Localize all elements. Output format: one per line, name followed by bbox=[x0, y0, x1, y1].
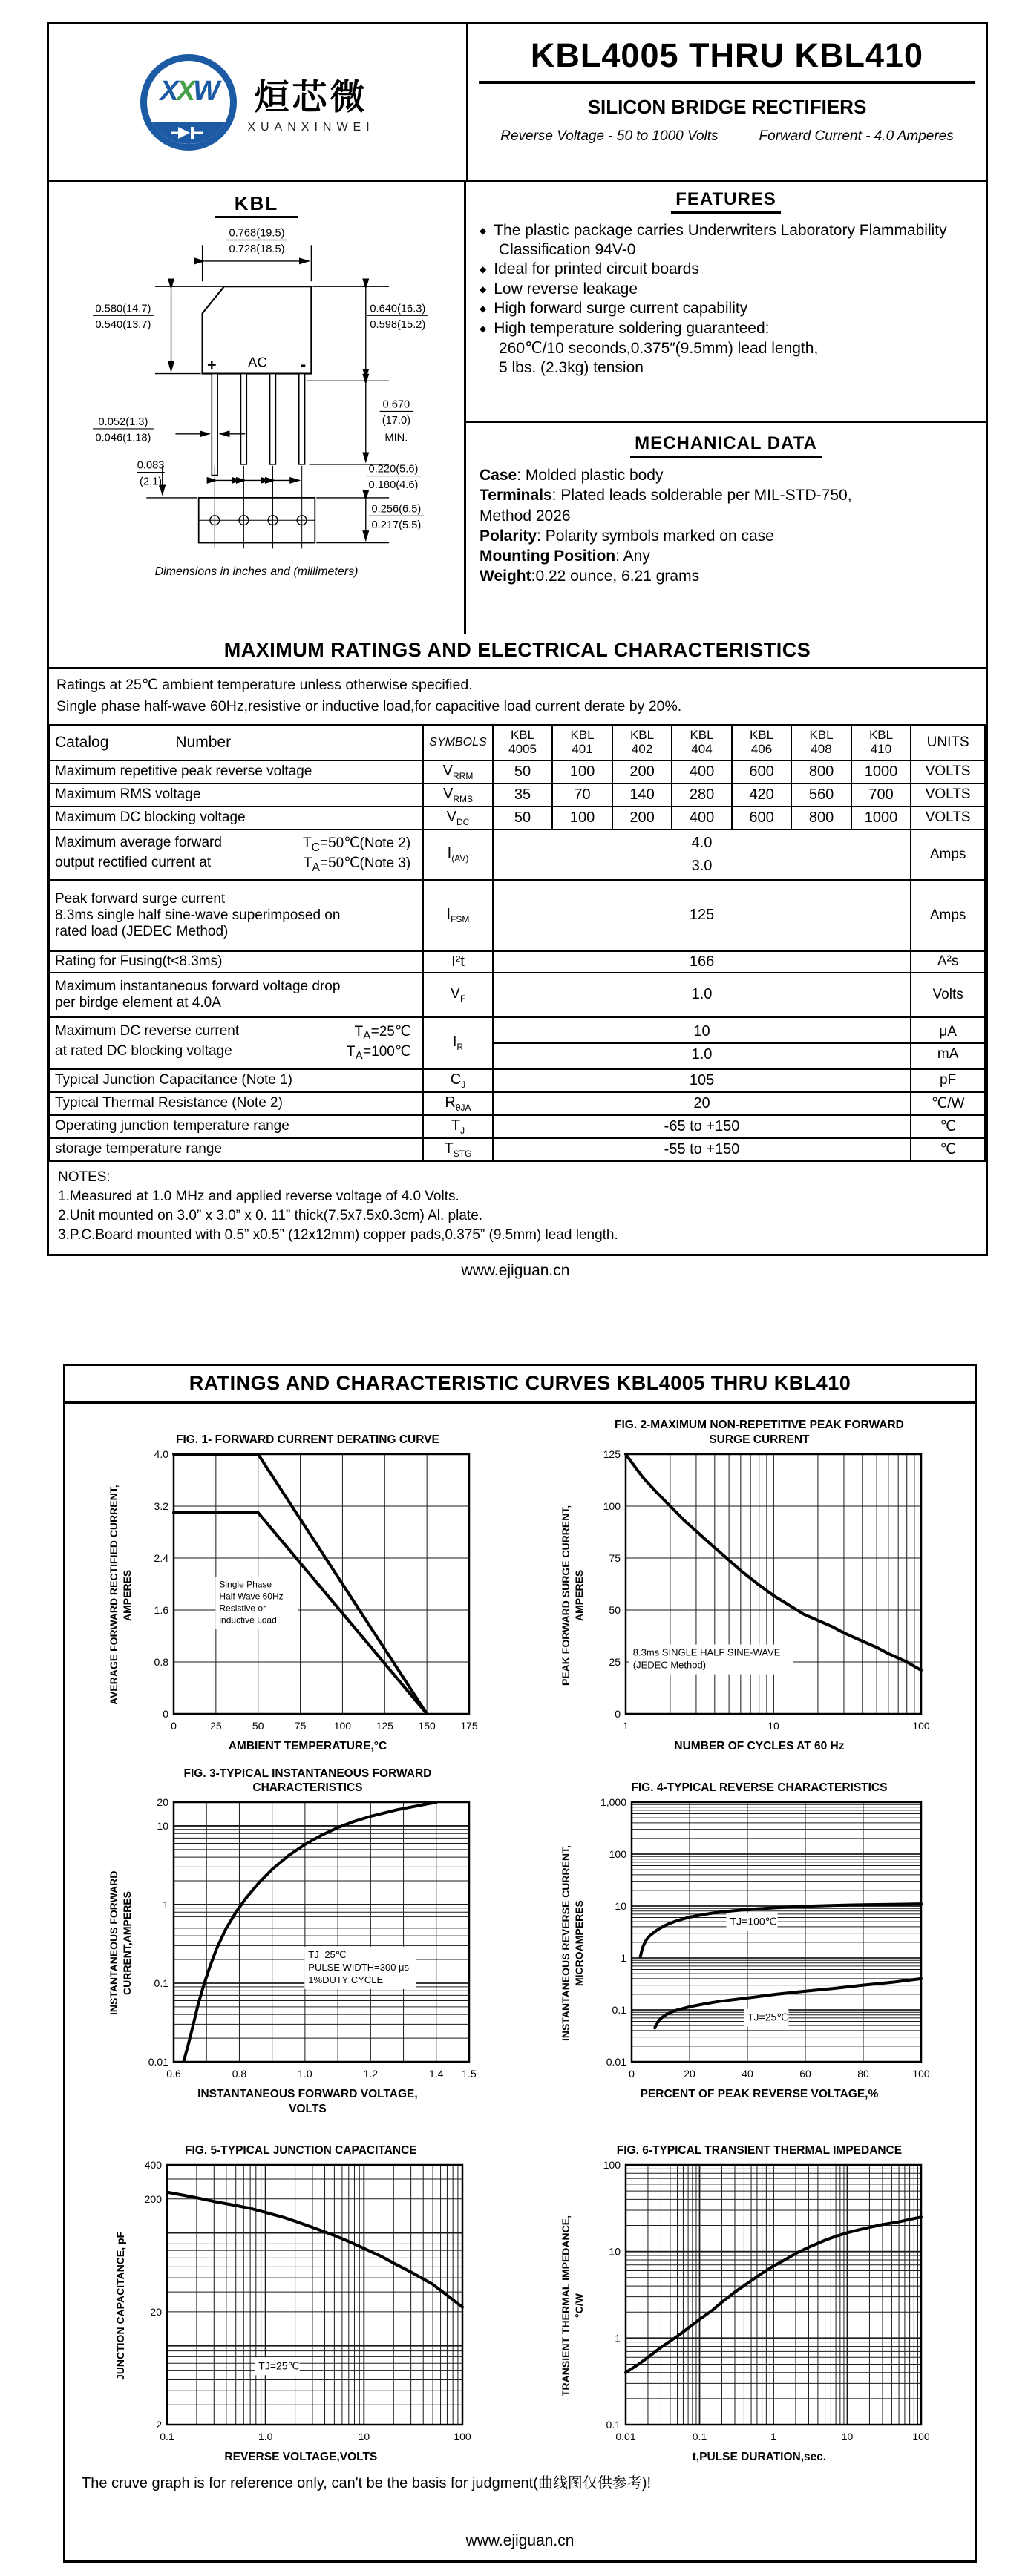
svg-text:1.6: 1.6 bbox=[154, 1604, 169, 1616]
svg-text:100: 100 bbox=[912, 2068, 930, 2080]
svg-text:200: 200 bbox=[144, 2192, 163, 2205]
table-row: Maximum DC reverse current $T_A=25℃$ at rated DC blocking voltage $T_A=100℃$ $I_R$ 10 1.0 μA mA bbox=[50, 1017, 985, 1069]
table-row: storage temperature range $T_{STG}$ -55 to +150 ℃ bbox=[50, 1138, 985, 1161]
svg-text:AC: AC bbox=[247, 354, 267, 370]
figure-2-chart bbox=[586, 1447, 933, 1736]
svg-text:25: 25 bbox=[609, 1656, 621, 1668]
feature-item: ◆ High forward surge current capability bbox=[480, 299, 972, 318]
svg-text:0.052(1.3): 0.052(1.3) bbox=[98, 416, 148, 429]
mechanical-data-section bbox=[466, 423, 986, 587]
svg-text:1: 1 bbox=[615, 2332, 621, 2345]
svg-text:0.640(16.3): 0.640(16.3) bbox=[369, 303, 425, 315]
feature-detail-line: 5 lbs. (2.3kg) tension bbox=[499, 358, 644, 376]
curve-disclaimer: The cruve graph is for reference only, can't be the basis for judgment(曲线图仅供参考)! bbox=[82, 2475, 652, 2491]
table-row: Typical Junction Capacitance (Note 1) $C_J$ 105 pF bbox=[50, 1069, 985, 1092]
figure-6-title: FIG. 6-TYPICAL TRANSIENT THERMAL IMPEDANCE bbox=[616, 2143, 903, 2157]
mechanical-row: Weight:0.22 ounce, 6.21 grams bbox=[480, 568, 700, 585]
page-2 bbox=[63, 1364, 977, 2563]
feature-item: ◆ Low reverse leakage bbox=[480, 280, 972, 299]
note-line: 2.Unit mounted on 3.0” x 3.0” x 0. 11” thick(7.5x7.5x0.3cm) Al. plate. bbox=[58, 1207, 483, 1223]
features-extra-lines bbox=[480, 339, 972, 378]
figure-2-ylabel: PEAK FORWARD SURGE CURRENT, AMPERES bbox=[559, 1505, 585, 1686]
svg-text:TJ=25℃: TJ=25℃ bbox=[747, 2011, 788, 2023]
svg-text:1%DUTY CYCLE: 1%DUTY CYCLE bbox=[308, 1974, 384, 1986]
upper-body bbox=[49, 182, 986, 634]
figure-5-title: FIG. 5-TYPICAL JUNCTION CAPACITANCE bbox=[185, 2143, 417, 2157]
curves-heading: RATINGS AND CHARACTERISTIC CURVES KBL4005 THRU KBL410 bbox=[65, 1366, 975, 1404]
svg-text:0.728(18.5): 0.728(18.5) bbox=[229, 243, 284, 256]
logo-text bbox=[247, 70, 374, 134]
package-drawing-section bbox=[49, 182, 466, 634]
part-number-header: KBL 408 bbox=[791, 725, 851, 760]
figure-2 bbox=[520, 1417, 972, 1753]
condition-line: Single phase half-wave 60Hz,resistive or inductive load,for capacitive load current derate by 20%. bbox=[56, 698, 682, 715]
figure-6-ylabel: TRANSIENT THERMAL IMPEDANCE, °C/W bbox=[559, 2215, 585, 2397]
svg-text:1.0: 1.0 bbox=[258, 2431, 273, 2443]
svg-text:0.8: 0.8 bbox=[232, 2068, 247, 2080]
features-section bbox=[466, 182, 986, 423]
figure-1 bbox=[68, 1417, 520, 1753]
figure-1-title: FIG. 1- FORWARD CURRENT DERATING CURVE bbox=[176, 1433, 439, 1446]
forward-current-rating: Forward Current - 4.0 Amperes bbox=[759, 128, 954, 144]
note-line: 1.Measured at 1.0 MHz and applied reverse voltage of 4.0 Volts. bbox=[58, 1188, 459, 1204]
figure-5-ylabel: JUNCTION CAPACITANCE, pF bbox=[114, 2232, 127, 2381]
figure-1-xlabel: AMBIENT TEMPERATURE,°C bbox=[228, 1740, 387, 1752]
figure-1-ylabel: AVERAGE FORWARD RECTIFIED CURRENT, AMPERES bbox=[108, 1485, 134, 1706]
table-row: Maximum average forward $T_C=50℃(Note$ 2) output rectified current at $T_A=50℃(Note$ 3) $I_{(AV)}$ 4.0 3.0 Amps bbox=[50, 829, 985, 880]
svg-text:100: 100 bbox=[454, 2431, 472, 2443]
figure-4-chart bbox=[586, 1795, 933, 2084]
title-block bbox=[468, 24, 986, 180]
figures-grid bbox=[65, 1404, 975, 2465]
features-list bbox=[480, 221, 972, 338]
part-number-header: KBL 404 bbox=[672, 725, 732, 760]
svg-text:1: 1 bbox=[623, 1720, 629, 1732]
svg-text:0.083: 0.083 bbox=[137, 459, 164, 472]
svg-text:40: 40 bbox=[742, 2068, 753, 2080]
ratings-summary bbox=[468, 128, 986, 145]
figure-6 bbox=[520, 2128, 972, 2464]
logo-latin-name: XUANXINWEI bbox=[247, 121, 375, 134]
mechanical-row: Terminals: Plated leads solderable per MIL-STD-750, bbox=[480, 487, 852, 505]
condition-line: Ratings at 25℃ ambient temperature unless otherwise specified. bbox=[56, 677, 473, 693]
svg-text:3.2: 3.2 bbox=[154, 1500, 169, 1512]
page-title: KBL4005 THRU KBL410 bbox=[530, 36, 924, 74]
mechanical-row: Case: Molded plastic body bbox=[480, 467, 664, 484]
svg-text:Half Wave 60Hz: Half Wave 60Hz bbox=[219, 1591, 284, 1602]
part-number-header: KBL 4005 bbox=[493, 725, 553, 760]
svg-text:10: 10 bbox=[615, 1900, 626, 1913]
note-line: NOTES: bbox=[58, 1169, 111, 1185]
svg-text:Resistive or: Resistive or bbox=[219, 1603, 266, 1614]
ratings-table bbox=[49, 724, 986, 1162]
figure-4-ylabel: INSTANTANEOUS REVERSE CURRENT, MICROAMPERES bbox=[559, 1845, 585, 2042]
svg-text:1: 1 bbox=[163, 1899, 169, 1911]
svg-text:0.1: 0.1 bbox=[606, 2419, 621, 2431]
figure-3-ylabel: INSTANTANEOUS FORWARD CURRENT,AMPERES bbox=[108, 1871, 134, 2016]
svg-text:75: 75 bbox=[295, 1720, 307, 1732]
svg-text:TJ=25℃: TJ=25℃ bbox=[308, 1949, 347, 1961]
svg-text:0.256(6.5): 0.256(6.5) bbox=[370, 503, 421, 516]
mechanical-row: Mounting Position: Any bbox=[480, 548, 650, 565]
table-row: Peak forward surge current 8.3ms single half sine-wave superimposed on rated load (JEDEC Method) $I_{FSM}$ 125 Amps bbox=[50, 880, 985, 951]
logo-circle-icon bbox=[140, 54, 237, 151]
svg-text:60: 60 bbox=[799, 2068, 811, 2080]
svg-text:100: 100 bbox=[603, 2159, 621, 2172]
drawing-caption: Dimensions in inches and (millimeters) bbox=[154, 565, 359, 578]
part-number-header: KBL 401 bbox=[552, 725, 612, 760]
svg-text:0.1: 0.1 bbox=[612, 2004, 626, 2017]
table-row: Rating for Fusing(t<8.3ms) I²t 166 A²s bbox=[50, 951, 985, 973]
svg-text:inductive Load: inductive Load bbox=[219, 1614, 278, 1626]
svg-text:10: 10 bbox=[841, 2431, 854, 2443]
header bbox=[49, 24, 986, 182]
company-logo bbox=[49, 24, 468, 180]
svg-text:0.768(19.5): 0.768(19.5) bbox=[229, 227, 284, 240]
table-row: Maximum instantaneous forward voltage drop per birdge element at 4.0A $V_F$ 1.0 Volts bbox=[50, 973, 985, 1017]
svg-text:10: 10 bbox=[609, 2245, 621, 2258]
svg-text:0: 0 bbox=[629, 2068, 635, 2080]
svg-text:100: 100 bbox=[603, 1500, 621, 1512]
svg-text:0.670: 0.670 bbox=[382, 398, 410, 411]
svg-text:80: 80 bbox=[857, 2068, 869, 2080]
title-rule bbox=[479, 81, 975, 84]
svg-text:MIN.: MIN. bbox=[384, 432, 408, 444]
svg-text:2: 2 bbox=[156, 2419, 163, 2431]
svg-text:50: 50 bbox=[252, 1720, 264, 1732]
figure-2-title: FIG. 2-MAXIMUM NON-REPETITIVE PEAK FORWARD SURGE CURRENT bbox=[615, 1419, 904, 1446]
table-row: Maximum RMS voltage $V_{RMS}$ 35 70 140 280 420 560 700 VOLTS bbox=[50, 783, 985, 806]
svg-text:1,000: 1,000 bbox=[600, 1796, 626, 1809]
svg-text:0.220(5.6): 0.220(5.6) bbox=[368, 463, 418, 476]
svg-text:0.217(5.5): 0.217(5.5) bbox=[370, 519, 421, 531]
svg-text:125: 125 bbox=[376, 1720, 394, 1732]
figure-6-chart bbox=[586, 2158, 933, 2447]
svg-text:10: 10 bbox=[358, 2431, 370, 2443]
mechanical-heading: MECHANICAL DATA bbox=[630, 433, 822, 458]
svg-text:20: 20 bbox=[684, 2068, 695, 2080]
table-row: Operating junction temperature range $T_J$ -65 to +150 ℃ bbox=[50, 1115, 985, 1138]
website-link[interactable]: www.ejiguan.cn bbox=[465, 2532, 575, 2549]
mechanical-row: Method 2026 bbox=[480, 507, 571, 525]
part-number-header: KBL 402 bbox=[612, 725, 672, 760]
svg-text:1: 1 bbox=[621, 1952, 626, 1965]
table-header-row: Catalog Number SYMBOLS KBL 4005 KBL 401 KBL 402 KBL 404 KBL 406 KBL 408 KBL 410 UNITS bbox=[50, 725, 985, 760]
figure-2-xlabel: NUMBER OF CYCLES AT 60 Hz bbox=[674, 1740, 845, 1752]
svg-text:+: + bbox=[206, 355, 217, 374]
svg-text:0.1: 0.1 bbox=[160, 2431, 175, 2443]
svg-text:Single Phase: Single Phase bbox=[219, 1579, 272, 1590]
svg-text:25: 25 bbox=[210, 1720, 223, 1732]
svg-text:10: 10 bbox=[767, 1720, 779, 1732]
package-name: KBL bbox=[215, 192, 298, 218]
svg-text:100: 100 bbox=[912, 2431, 930, 2443]
feature-detail-line: 260℃/10 seconds,0.375″(9.5mm) lead length, bbox=[499, 339, 819, 357]
mechanical-row: Polarity: Polarity symbols marked on case bbox=[480, 527, 774, 545]
svg-text:1.2: 1.2 bbox=[364, 2068, 379, 2080]
ratings-heading: MAXIMUM RATINGS AND ELECTRICAL CHARACTERISTICS bbox=[49, 634, 986, 669]
logo-chinese-name: 烜芯微 bbox=[254, 77, 368, 116]
svg-text:TJ=100℃: TJ=100℃ bbox=[730, 1916, 777, 1928]
diode-icon bbox=[147, 122, 230, 144]
svg-text:0.01: 0.01 bbox=[615, 2431, 636, 2443]
note-line: 3.P.C.Board mounted with 0.5” x0.5” (12x12mm) copper pads,0.375” (9.5mm) lead length. bbox=[58, 1227, 618, 1243]
svg-text:(JEDEC Method): (JEDEC Method) bbox=[632, 1659, 706, 1671]
figure-4-xlabel: PERCENT OF PEAK REVERSE VOLTAGE,% bbox=[640, 2088, 879, 2101]
table-row: Maximum repetitive peak reverse voltage $V_{RRM}$ 50 100 200 400 600 800 1000 VOLTS bbox=[50, 760, 985, 783]
figure-3 bbox=[68, 1765, 520, 2116]
figure-4 bbox=[520, 1765, 972, 2116]
svg-text:0.1: 0.1 bbox=[154, 1977, 169, 1990]
svg-text:8.3ms SINGLE HALF SINE-WAVE: 8.3ms SINGLE HALF SINE-WAVE bbox=[632, 1646, 781, 1658]
svg-text:1: 1 bbox=[770, 2431, 776, 2443]
svg-text:10: 10 bbox=[157, 1820, 169, 1833]
feature-item: ◆ High temperature soldering guaranteed: bbox=[480, 319, 972, 338]
svg-text:50: 50 bbox=[609, 1604, 621, 1616]
svg-text:0.6: 0.6 bbox=[166, 2068, 182, 2080]
svg-text:20: 20 bbox=[157, 1796, 169, 1809]
svg-text:TJ=25℃: TJ=25℃ bbox=[258, 2359, 300, 2372]
svg-text:1.5: 1.5 bbox=[462, 2068, 477, 2080]
svg-text:1.4: 1.4 bbox=[429, 2068, 444, 2080]
svg-text:0.540(13.7): 0.540(13.7) bbox=[94, 318, 151, 331]
part-number-header: KBL 406 bbox=[732, 725, 792, 760]
figure-3-xlabel: INSTANTANEOUS FORWARD VOLTAGE, VOLTS bbox=[197, 2088, 418, 2115]
subtitle: SILICON BRIDGE RECTIFIERS bbox=[587, 96, 867, 118]
figure-3-title: FIG. 3-TYPICAL INSTANTANEOUS FORWARD CHARACTERISTICS bbox=[183, 1767, 432, 1794]
page-1 bbox=[47, 22, 988, 1256]
website-link[interactable]: www.ejiguan.cn bbox=[461, 1262, 570, 1279]
svg-text:(2.1): (2.1) bbox=[139, 476, 162, 488]
figure-5-chart bbox=[127, 2158, 474, 2447]
svg-text:0.180(4.6): 0.180(4.6) bbox=[368, 479, 418, 492]
features-heading: FEATURES bbox=[671, 189, 781, 214]
feature-item: ◆ Ideal for printed circuit boards bbox=[480, 260, 972, 279]
svg-text:-: - bbox=[300, 355, 306, 374]
svg-text:0.598(15.2): 0.598(15.2) bbox=[369, 318, 425, 331]
svg-text:2.4: 2.4 bbox=[154, 1552, 169, 1564]
svg-text:0: 0 bbox=[163, 1708, 169, 1720]
svg-text:100: 100 bbox=[609, 1848, 626, 1861]
feature-item: ◆ The plastic package carries Underwriters Laboratory Flammability Classification 94V-0 bbox=[480, 221, 972, 259]
svg-text:100: 100 bbox=[912, 1720, 930, 1732]
svg-text:20: 20 bbox=[150, 2306, 163, 2319]
figure-5-xlabel: REVERSE VOLTAGE,VOLTS bbox=[224, 2451, 378, 2464]
svg-text:0.01: 0.01 bbox=[606, 2056, 626, 2069]
table-row: Typical Thermal Resistance (Note 2) $R_{\theta JA}$ 20 ℃/W bbox=[50, 1092, 985, 1115]
mechanical-rows bbox=[480, 465, 972, 587]
svg-text:0: 0 bbox=[171, 1720, 177, 1732]
figure-3-chart bbox=[134, 1795, 481, 2084]
ratings-conditions bbox=[49, 669, 986, 724]
package-outline-drawing bbox=[53, 221, 460, 564]
svg-text:100: 100 bbox=[334, 1720, 352, 1732]
svg-text:4.0: 4.0 bbox=[154, 1448, 169, 1460]
svg-text:0.8: 0.8 bbox=[154, 1656, 169, 1668]
svg-text:(17.0): (17.0) bbox=[382, 415, 410, 427]
figure-6-xlabel: t,PULSE DURATION,sec. bbox=[692, 2451, 827, 2464]
table-row: Maximum DC blocking voltage $V_{DC}$ 50 100 200 400 600 800 1000 VOLTS bbox=[50, 806, 985, 829]
svg-text:175: 175 bbox=[460, 1720, 479, 1732]
svg-text:150: 150 bbox=[418, 1720, 436, 1732]
svg-text:0.01: 0.01 bbox=[148, 2056, 169, 2069]
svg-text:PULSE WIDTH=300 μs: PULSE WIDTH=300 μs bbox=[308, 1962, 410, 1974]
figure-5 bbox=[68, 2128, 520, 2464]
logo-letters: XXW bbox=[160, 75, 218, 107]
svg-text:400: 400 bbox=[144, 2159, 163, 2172]
svg-text:0.580(14.7): 0.580(14.7) bbox=[94, 303, 151, 315]
svg-text:125: 125 bbox=[603, 1448, 621, 1460]
figure-4-title: FIG. 4-TYPICAL REVERSE CHARACTERISTICS bbox=[631, 1781, 888, 1794]
svg-text:1.0: 1.0 bbox=[298, 2068, 313, 2080]
svg-text:0: 0 bbox=[615, 1708, 621, 1720]
svg-text:75: 75 bbox=[609, 1552, 621, 1564]
notes-section bbox=[49, 1162, 986, 1252]
svg-text:0.046(1.18): 0.046(1.18) bbox=[94, 432, 151, 444]
part-number-header: KBL 410 bbox=[851, 725, 911, 760]
svg-text:0.1: 0.1 bbox=[692, 2431, 707, 2443]
reverse-voltage-range: Reverse Voltage - 50 to 1000 Volts bbox=[500, 128, 719, 144]
figure-1-chart bbox=[134, 1447, 481, 1736]
